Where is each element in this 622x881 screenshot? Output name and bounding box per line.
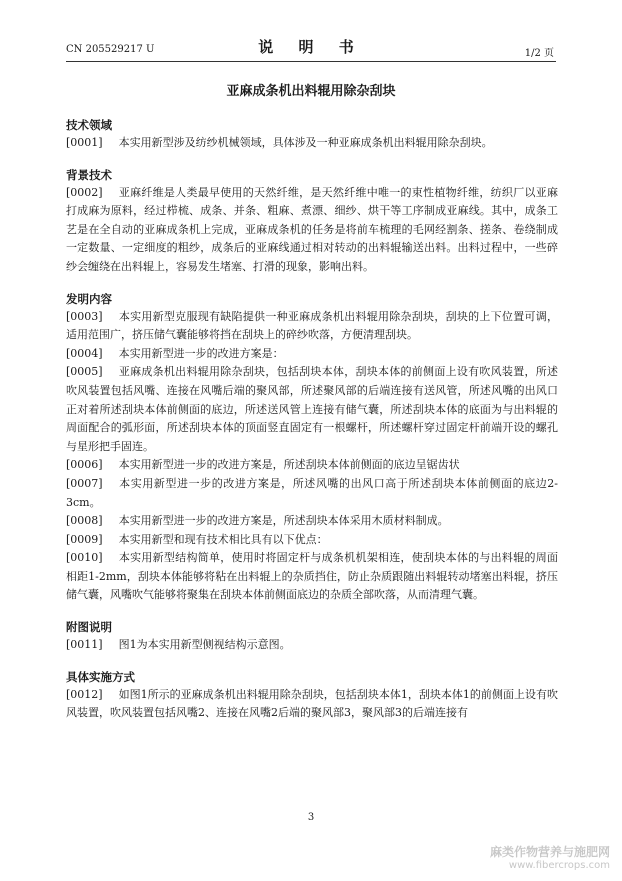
paragraph-text: 本实用新型克服现有缺陷提供一种亚麻成条机出料辊用除杂刮块，刮块的上下位置可调，适用范围广，挤压储气囊能够将挡在刮块上的碎纱吹落，方便清理刮块。	[66, 309, 558, 342]
watermark	[490, 843, 610, 871]
section-heading-summary: 发明内容	[66, 291, 112, 306]
paragraph-text: 亚麻纤维是人类最早使用的天然纤维，是天然纤维中唯一的束性植物纤维，纺织厂以亚麻打成麻为原料，经过栉梳、成条、并条、粗麻、煮漂、细纱、烘干等工序制成亚麻线。其中，成条工艺是在全自动的亚麻成条机上完成，亚麻成条机的任务是将前车梳理的毛网经割条、搓条、卷绕制成一定数量、一定细度的粗纱，成条后的亚麻线通过相对转动的出料辊输送出料。出料过程中，一些碎纱会缠绕在出料辊上，容易发生堵塞、打滑的现象，影响出料。	[66, 185, 558, 273]
paragraph-0012	[66, 686, 558, 723]
document-body	[66, 116, 558, 723]
paragraph-number: [0008]	[66, 514, 103, 528]
header-rule	[66, 61, 556, 62]
paragraph-number: [0010]	[66, 551, 103, 565]
paragraph-0009	[66, 531, 558, 550]
paragraph-number: [0005]	[66, 365, 103, 379]
section-heading-embodiment: 具体实施方式	[66, 669, 135, 684]
paragraph-text: 本实用新型进一步的改进方案是：	[118, 346, 284, 360]
page-info: 1/2 页	[524, 48, 554, 59]
paragraph-number: [0001]	[66, 136, 103, 149]
paragraph-number: [0009]	[66, 532, 103, 546]
paragraph-0005	[66, 363, 558, 456]
paragraph-0007	[66, 475, 558, 512]
paragraph-text: 如图1所示的亚麻成条机出料辊用除杂刮块，包括刮块本体1，刮块本体1的前侧面上设有吹风装置，吹风装置包括风嘴2、连接在风嘴2后端的聚风部3，聚风部3的后端连接有	[66, 687, 558, 720]
paragraph-0004	[66, 345, 558, 364]
paragraph-text: 本实用新型结构简单，使用时将固定杆与成条机机架相连，使刮块本体的与出料辊的周面相距1-2mm，刮块本体能够将粘在出料辊上的杂质挡住，防止杂质跟随出料辊转动堵塞出料辊，挤压储气囊，风嘴吹气能够将聚集在刮块本体前侧面底边的杂质全部吹落，从而清理气囊。	[66, 551, 558, 602]
paragraph-0011	[66, 636, 558, 655]
paragraph-0008	[66, 512, 558, 531]
paragraph-text: 图1为本实用新型侧视结构示意图。	[118, 638, 291, 652]
paragraph-number: [0002]	[66, 185, 103, 199]
paragraph-number: [0011]	[66, 638, 103, 652]
paragraph-text: 本实用新型进一步的改进方案是，所述刮块本体采用木质材料制成。	[118, 514, 449, 528]
paragraph-number: [0004]	[66, 346, 103, 360]
patent-number: CN 205529217 U	[66, 44, 155, 55]
paragraph-text: 本实用新型进一步的改进方案是，所述刮块本体前侧面的底边呈锯齿状	[118, 458, 460, 472]
section-heading-drawings: 附图说明	[66, 620, 112, 635]
paragraph-text: 本实用新型涉及纺纱机械领域，具体涉及一种亚麻成条机出料辊用除杂刮块。	[118, 136, 493, 149]
watermark-url: www.fibercrops.com	[508, 860, 610, 871]
paragraph-0001	[66, 134, 558, 153]
section-heading-technical-field: 技术领域	[66, 118, 112, 132]
paragraph-0006	[66, 456, 558, 475]
paragraph-text: 本实用新型和现有技术相比具有以下优点：	[118, 532, 328, 546]
paragraph-number: [0012]	[66, 687, 103, 701]
paragraph-number: [0007]	[66, 476, 103, 490]
watermark-site-name: 麻类作物营养与施肥网	[489, 845, 610, 859]
paragraph-number: [0003]	[66, 309, 103, 323]
paragraph-0010	[66, 549, 558, 605]
page-number: 3	[307, 812, 315, 823]
paragraph-number: [0006]	[66, 458, 103, 472]
paragraph-0002	[66, 184, 558, 277]
section-heading-background: 背景技术	[66, 167, 112, 182]
paragraph-text: 亚麻成条机出料辊用除杂刮块，包括刮块本体，刮块本体的前侧面上设有吹风装置，所述吹风装置包括风嘴、连接在风嘴后端的聚风部，所述聚风部的后端连接有送风管，所述风嘴的出风口正对着所述刮块本体前侧面的底边，所述送风管上连接有储气囊，所述刮块本体的底面为与出料辊的周面配合的弧形面，所述刮块本体的顶面竖直固定有一根螺杆，所述螺杆穿过固定杆前端开设的螺孔与星形把手固连。	[66, 365, 558, 453]
paragraph-0003	[66, 308, 558, 345]
paragraph-text: 本实用新型进一步的改进方案是，所述风嘴的出风口高于所述刮块本体前侧面的底边2-3cm。	[66, 476, 558, 509]
document-type: 说 明 书	[258, 38, 364, 56]
document-title: 亚麻成条机出料辊用除杂刮块	[226, 84, 396, 99]
